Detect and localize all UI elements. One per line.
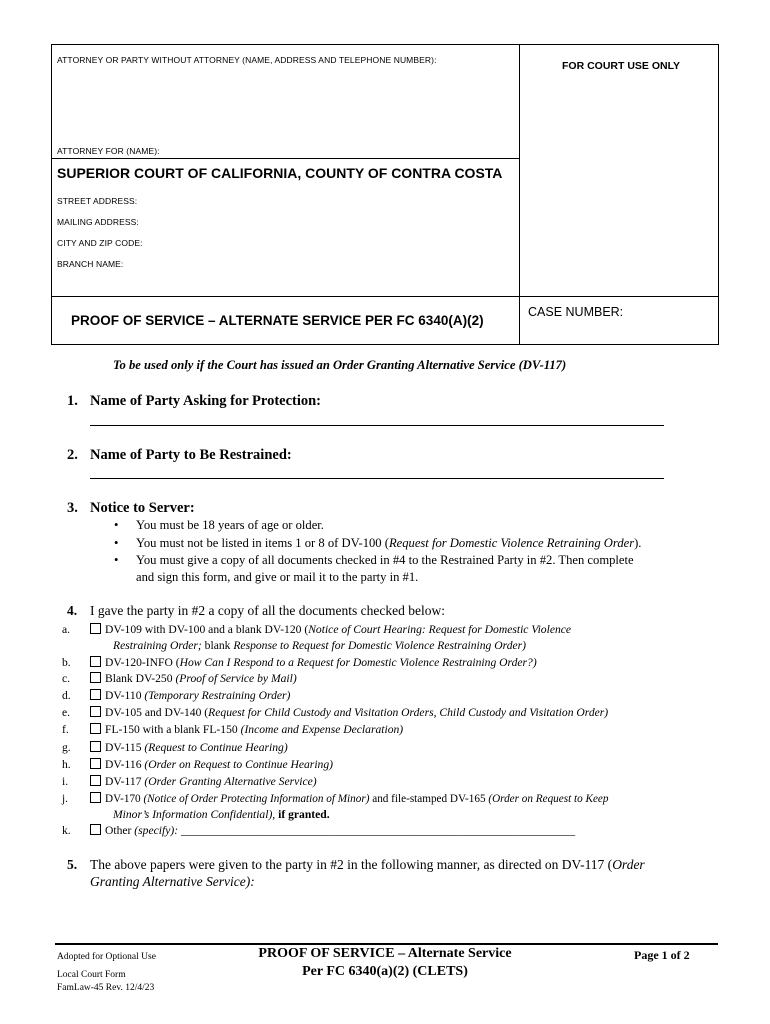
checkbox-g[interactable] (90, 741, 101, 752)
section-3-heading: Notice to Server: (90, 500, 195, 516)
section-4-number: 4. (67, 603, 78, 618)
city-zip-label: CITY AND ZIP CODE: (57, 238, 143, 248)
document-item-h: h. DV-116 (Order on Request to Continue Hearing) (62, 758, 333, 771)
section-4-heading: I gave the party in #2 a copy of all the documents checked below: (90, 603, 446, 618)
section-5-text: The above papers were given to the party in #2 in the following manner, as directed on DV-117 (Order (90, 857, 645, 872)
bullet-icon: • (114, 518, 119, 532)
restrained-party-line[interactable] (90, 478, 664, 479)
document-item-a: a. DV-109 with DV-100 and a blank DV-120 (Notice of Court Hearing: Request for Domestic Violence (62, 623, 572, 636)
document-item-g: g. DV-115 (Request to Continue Hearing) (62, 741, 288, 754)
document-item-i: i. DV-117 (Order Granting Alternative Service) (62, 775, 317, 788)
document-item-d: d. DV-110 (Temporary Restraining Order) (62, 689, 291, 702)
mailing-address-label: MAILING ADDRESS: (57, 217, 139, 227)
form-title: PROOF OF SERVICE – ALTERNATE SERVICE PER FC 6340(A)(2) (71, 313, 484, 328)
section-2-heading: Name of Party to Be Restrained: (90, 447, 292, 463)
checkbox-k[interactable] (90, 824, 101, 835)
bullet-icon: • (114, 553, 119, 567)
document-item-a-continuation: Restraining Order; blank Response to Request for Domestic Violence Restraining Order) (113, 639, 527, 652)
section-2-number: 2. (67, 447, 78, 463)
document-item-e: e. DV-105 and DV-140 (Request for Child Custody and Visitation Orders, Child Custody and Visitation Order) (62, 706, 609, 719)
footer-subtitle: Per FC 6340(a)(2) (CLETS) (302, 964, 468, 979)
footer-rule (55, 943, 718, 945)
section-5-number: 5. (67, 857, 78, 872)
document-item-j: j. DV-170 (Notice of Order Protecting Information of Minor) and file-stamped DV-165 (Order on Request to Keep (62, 793, 609, 805)
checkbox-j[interactable] (90, 792, 101, 803)
page-number: Page 1 of 2 (634, 948, 690, 962)
checkbox-a[interactable] (90, 623, 101, 634)
intro-note: To be used only if the Court has issued an Order Granting Alternative Service (DV-117) (113, 358, 567, 372)
form-revision: FamLaw-45 Rev. 12/4/23 (57, 983, 155, 993)
court-name: SUPERIOR COURT OF CALIFORNIA, COUNTY OF CONTRA COSTA (57, 165, 503, 181)
document-item-f: f. FL-150 with a blank FL-150 (Income and Expense Declaration) (62, 723, 404, 736)
document-item-b: b. DV-120-INFO (How Can I Respond to a Request for Domestic Violence Restraining Order?) (62, 656, 537, 669)
protected-party-line[interactable] (90, 425, 664, 426)
checkbox-d[interactable] (90, 689, 101, 700)
section-3-number: 3. (67, 500, 78, 516)
other-specify-field[interactable]: ____________________________________________________________________ (178, 824, 576, 837)
document-item-c: c. Blank DV-250 (Proof of Service by Mail) (62, 672, 297, 685)
attorney-label: ATTORNEY OR PARTY WITHOUT ATTORNEY (NAME, ADDRESS AND TELEPHONE NUMBER): (57, 55, 437, 65)
bullet-icon: • (114, 536, 119, 550)
local-form-label: Local Court Form (57, 970, 126, 980)
document-item-j-continuation: Minor’s Information Confidential), if granted. (113, 808, 330, 821)
branch-name-label: BRANCH NAME: (57, 259, 124, 269)
section-5-text-continuation: Granting Alternative Service): (90, 874, 255, 889)
street-address-label: STREET ADDRESS: (57, 196, 138, 206)
case-number-label: CASE NUMBER: (528, 305, 624, 319)
checkbox-b[interactable] (90, 656, 101, 667)
court-use-label: FOR COURT USE ONLY (562, 60, 681, 72)
attorney-for-label: ATTORNEY FOR (NAME): (57, 146, 160, 156)
footer-title: PROOF OF SERVICE – Alternate Service (258, 946, 512, 961)
checkbox-h[interactable] (90, 758, 101, 769)
checkbox-f[interactable] (90, 723, 101, 734)
section-1-heading: Name of Party Asking for Protection: (90, 393, 322, 409)
checkbox-c[interactable] (90, 672, 101, 683)
adopted-label: Adopted for Optional Use (57, 952, 156, 962)
section-1-number: 1. (67, 393, 78, 409)
checkbox-e[interactable] (90, 706, 101, 717)
checkbox-i[interactable] (90, 775, 101, 786)
document-item-k: k. Other (specify): ____________________________________________________________________ (62, 824, 576, 837)
